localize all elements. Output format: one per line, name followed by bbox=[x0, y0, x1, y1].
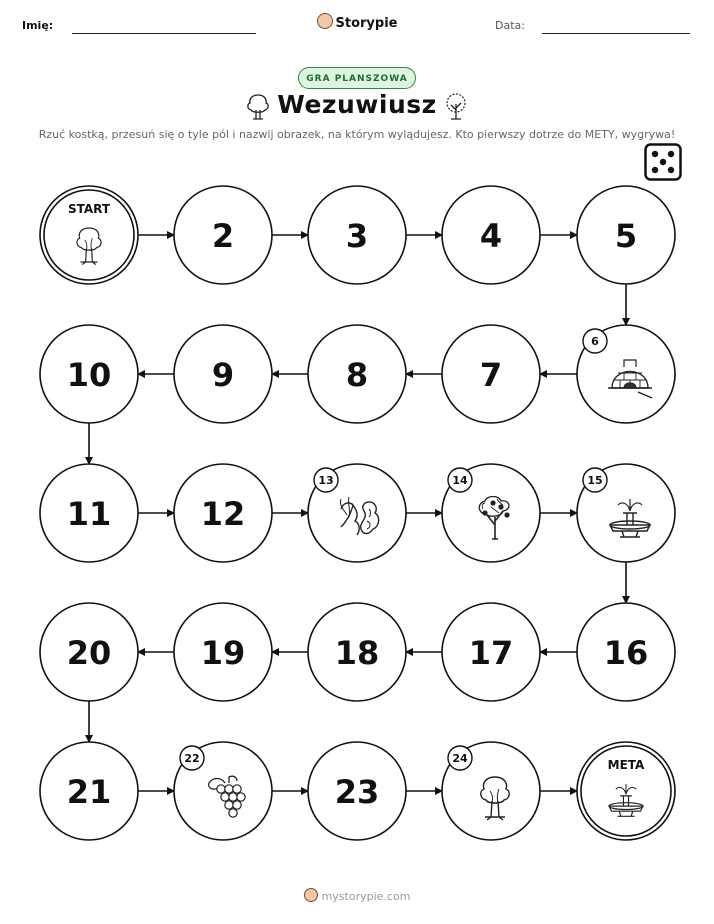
date-label: Data: bbox=[495, 19, 525, 32]
board-cell-5[interactable] bbox=[577, 186, 675, 284]
board-cell-3[interactable] bbox=[308, 186, 406, 284]
instructions-text: Rzuć kostką, przesuń się o tyle pól i nazwij obrazek, na którym wylądujesz. Kto pierwszy dotrze do METY, wygrywa! bbox=[38, 128, 676, 141]
cell-number: 3 bbox=[345, 217, 369, 255]
board-cell-meta[interactable] bbox=[577, 742, 675, 840]
board-cell-8[interactable] bbox=[308, 325, 406, 423]
cell-number: 19 bbox=[200, 634, 246, 672]
board-cell-21[interactable] bbox=[40, 742, 138, 840]
cell-number: 12 bbox=[200, 495, 246, 533]
footer-url[interactable]: mystorypie.com bbox=[321, 890, 411, 903]
cell-caption: START bbox=[67, 202, 111, 216]
bear-logo-icon bbox=[304, 888, 318, 902]
cell-caption: META bbox=[607, 758, 645, 772]
board-cell-7[interactable] bbox=[442, 325, 540, 423]
cell-number: 5 bbox=[614, 217, 638, 255]
cell-number: 22 bbox=[184, 752, 200, 765]
board-cell-22[interactable] bbox=[174, 742, 272, 840]
board-cell-18[interactable] bbox=[308, 603, 406, 701]
board-cell-24[interactable] bbox=[442, 742, 540, 840]
cell-number: 17 bbox=[468, 634, 514, 672]
cell-circle bbox=[40, 186, 138, 284]
name-label: Imię: bbox=[22, 19, 54, 32]
board-cell-2[interactable] bbox=[174, 186, 272, 284]
cell-number: 6 bbox=[591, 335, 599, 348]
cell-number: 14 bbox=[452, 474, 468, 487]
board-cell-11[interactable] bbox=[40, 464, 138, 562]
page-title: Wezuwiusz bbox=[277, 90, 437, 119]
cell-number: 2 bbox=[211, 217, 235, 255]
cell-number: 15 bbox=[587, 474, 603, 487]
cell-number: 4 bbox=[479, 217, 503, 255]
board-cells bbox=[40, 186, 675, 840]
cell-number: 10 bbox=[66, 356, 112, 394]
board-cell-10[interactable] bbox=[40, 325, 138, 423]
board-cell-13[interactable] bbox=[308, 464, 406, 562]
board-cell-16[interactable] bbox=[577, 603, 675, 701]
cell-number: 9 bbox=[211, 356, 235, 394]
cell-number: 20 bbox=[66, 634, 112, 672]
board-cell-14[interactable] bbox=[442, 464, 540, 562]
cell-number: 7 bbox=[479, 356, 503, 394]
cell-number: 11 bbox=[66, 495, 112, 533]
board-cell-19[interactable] bbox=[174, 603, 272, 701]
board-cell-15[interactable] bbox=[577, 464, 675, 562]
cell-number: 21 bbox=[66, 773, 112, 811]
board-cell-17[interactable] bbox=[442, 603, 540, 701]
cell-number: 23 bbox=[334, 773, 380, 811]
cell-number: 24 bbox=[452, 752, 468, 765]
game-type-badge: GRA PLANSZOWA bbox=[298, 67, 416, 89]
cell-number: 16 bbox=[603, 634, 649, 672]
footer bbox=[0, 888, 714, 903]
brand-name: Storypie bbox=[335, 16, 398, 31]
cell-number: 18 bbox=[334, 634, 380, 672]
board-cell-4[interactable] bbox=[442, 186, 540, 284]
cell-number: 13 bbox=[318, 474, 334, 487]
board-cell-start[interactable] bbox=[40, 186, 138, 284]
board-cell-12[interactable] bbox=[174, 464, 272, 562]
board-cell-20[interactable] bbox=[40, 603, 138, 701]
board-cell-23[interactable] bbox=[308, 742, 406, 840]
board-cell-6[interactable] bbox=[577, 325, 675, 423]
cell-number: 8 bbox=[345, 356, 369, 394]
board-cell-9[interactable] bbox=[174, 325, 272, 423]
